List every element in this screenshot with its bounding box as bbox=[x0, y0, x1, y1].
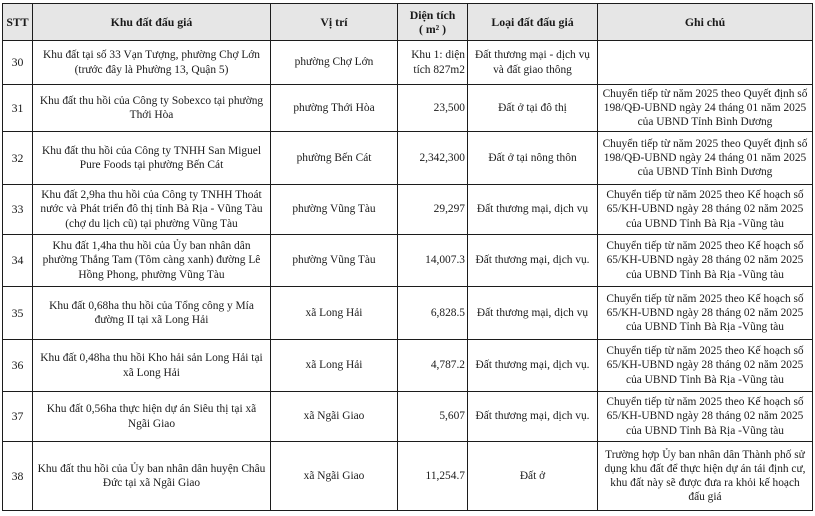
table-row bbox=[3, 392, 813, 442]
cell-parcel: Khu đất 0,48ha thu hồi Kho hải sản Long Hải tại xã Long Hải bbox=[33, 340, 271, 392]
cell-area: 29,297 bbox=[398, 185, 468, 235]
cell-area: 6,828.5 bbox=[398, 287, 468, 340]
cell-note: Chuyển tiếp từ năm 2025 theo Kế hoạch số 65/KH-UBND ngày 28 tháng 02 năm 2025 của UBND Tỉnh Bà Rịa -Vũng tàu bbox=[598, 185, 813, 235]
cell-stt: 37 bbox=[3, 392, 33, 442]
table-row bbox=[3, 132, 813, 185]
cell-parcel: Khu đất 1,4ha thu hồi của Ủy ban nhân dân phường Thắng Tam (Tôm càng xanh) đường Lê Hồng Phong, phường Vũng Tàu bbox=[33, 235, 271, 287]
table-row bbox=[3, 442, 813, 511]
cell-land-type: Đất ở bbox=[468, 442, 598, 511]
cell-parcel: Khu đất 0,56ha thực hiện dự án Siêu thị tại xã Ngãi Giao bbox=[33, 392, 271, 442]
cell-parcel: Khu đất thu hồi của Công ty Sobexco tại phường Thới Hòa bbox=[33, 85, 271, 132]
cell-stt: 36 bbox=[3, 340, 33, 392]
cell-area: 11,254.7 bbox=[398, 442, 468, 511]
cell-area: 14,007.3 bbox=[398, 235, 468, 287]
cell-land-type: Đất thương mại, dịch vụ. bbox=[468, 340, 598, 392]
cell-location: xã Ngãi Giao bbox=[271, 392, 398, 442]
auction-land-table bbox=[2, 3, 813, 511]
cell-land-type: Đất thương mại - dịch vụ và đất giao thông bbox=[468, 41, 598, 85]
header-area-unit: ( m² ) bbox=[418, 22, 447, 36]
cell-note: Chuyển tiếp từ năm 2025 theo Kế hoạch số 65/KH-UBND ngày 28 tháng 02 năm 2025 của UBND Tỉnh Bà Rịa -Vũng tàu bbox=[598, 287, 813, 340]
cell-land-type: Đất thương mại, dịch vụ bbox=[468, 287, 598, 340]
cell-stt: 38 bbox=[3, 442, 33, 511]
header-note: Ghi chú bbox=[598, 4, 813, 41]
cell-note: Chuyển tiếp từ năm 2025 theo Kế hoạch số 65/KH-UBND ngày 28 tháng 02 năm 2025 của UBND Tỉnh Bà Rịa -Vũng tàu bbox=[598, 392, 813, 442]
table-row bbox=[3, 340, 813, 392]
cell-parcel: Khu đất thu hồi của Công ty TNHH San Miguel Pure Foods tại phường Bến Cát bbox=[33, 132, 271, 185]
cell-location: phường Bến Cát bbox=[271, 132, 398, 185]
cell-location: xã Long Hải bbox=[271, 287, 398, 340]
cell-area: 23,500 bbox=[398, 85, 468, 132]
cell-area: 5,607 bbox=[398, 392, 468, 442]
cell-location: phường Vũng Tàu bbox=[271, 185, 398, 235]
cell-area: 2,342,300 bbox=[398, 132, 468, 185]
cell-parcel: Khu đất 2,9ha thu hồi của Công ty TNHH Thoát nước và Phát triển đô thị tỉnh Bà Rịa - Vũng Tàu (chợ du lịch cũ) tại phường Vũng Tàu bbox=[33, 185, 271, 235]
cell-note: Chuyển tiếp từ năm 2025 theo Kế hoạch số 65/KH-UBND ngày 28 tháng 02 năm 2025 của UBND Tỉnh Bà Rịa -Vũng tàu bbox=[598, 340, 813, 392]
cell-location: xã Ngãi Giao bbox=[271, 442, 398, 511]
table-row bbox=[3, 287, 813, 340]
cell-land-type: Đất ở tại đô thị bbox=[468, 85, 598, 132]
table-row bbox=[3, 235, 813, 287]
table-row bbox=[3, 85, 813, 132]
cell-parcel: Khu đất tại số 33 Vạn Tượng, phường Chợ Lớn (trước đây là Phường 13, Quận 5) bbox=[33, 41, 271, 85]
cell-area: Khu 1: diện tích 827m2 bbox=[398, 41, 468, 85]
cell-stt: 32 bbox=[3, 132, 33, 185]
cell-location: xã Long Hải bbox=[271, 340, 398, 392]
cell-note bbox=[598, 41, 813, 85]
cell-stt: 30 bbox=[3, 41, 33, 85]
cell-stt: 31 bbox=[3, 85, 33, 132]
header-parcel: Khu đất đấu giá bbox=[33, 4, 271, 41]
header-land-type: Loại đất đấu giá bbox=[468, 4, 598, 41]
table-row bbox=[3, 185, 813, 235]
cell-land-type: Đất ở tại nông thôn bbox=[468, 132, 598, 185]
table-row bbox=[3, 41, 813, 85]
header-area bbox=[398, 4, 468, 41]
cell-land-type: Đất thương mại, dịch vụ. bbox=[468, 392, 598, 442]
cell-note: Chuyển tiếp từ năm 2025 theo Quyết định số 198/QĐ-UBND ngày 24 tháng 01 năm 2025 của UBND Tỉnh Bình Dương bbox=[598, 132, 813, 185]
cell-land-type: Đất thương mại, dịch vụ. bbox=[468, 235, 598, 287]
header-area-label: Diện tích bbox=[409, 7, 456, 22]
cell-stt: 34 bbox=[3, 235, 33, 287]
cell-land-type: Đất thương mại, dịch vụ bbox=[468, 185, 598, 235]
cell-location: phường Vũng Tàu bbox=[271, 235, 398, 287]
cell-parcel: Khu đất thu hồi của Ủy ban nhân dân huyện Châu Đức tại xã Ngãi Giao bbox=[33, 442, 271, 511]
cell-note: Chuyển tiếp từ năm 2025 theo Kế hoạch số 65/KH-UBND ngày 28 tháng 02 năm 2025 của UBND Tỉnh Bà Rịa -Vũng tàu bbox=[598, 235, 813, 287]
cell-stt: 33 bbox=[3, 185, 33, 235]
cell-parcel: Khu đất 0,68ha thu hồi của Tổng công y Mía đường II tại xã Long Hải bbox=[33, 287, 271, 340]
cell-note: Trường hợp Ủy ban nhân dân Thành phố sử dụng khu đất để thực hiện dự án tái định cư, khu đất này sẽ được đưa ra khỏi kế hoạch đấu giá bbox=[598, 442, 813, 511]
cell-note: Chuyển tiếp từ năm 2025 theo Quyết định số 198/QĐ-UBND ngày 24 tháng 01 năm 2025 của UBND Tỉnh Bình Dương bbox=[598, 85, 813, 132]
header-row bbox=[3, 4, 813, 41]
header-stt: STT bbox=[3, 4, 33, 41]
cell-stt: 35 bbox=[3, 287, 33, 340]
cell-location: phường Chợ Lớn bbox=[271, 41, 398, 85]
header-location: Vị trí bbox=[271, 4, 398, 41]
cell-area: 4,787.2 bbox=[398, 340, 468, 392]
cell-location: phường Thới Hòa bbox=[271, 85, 398, 132]
